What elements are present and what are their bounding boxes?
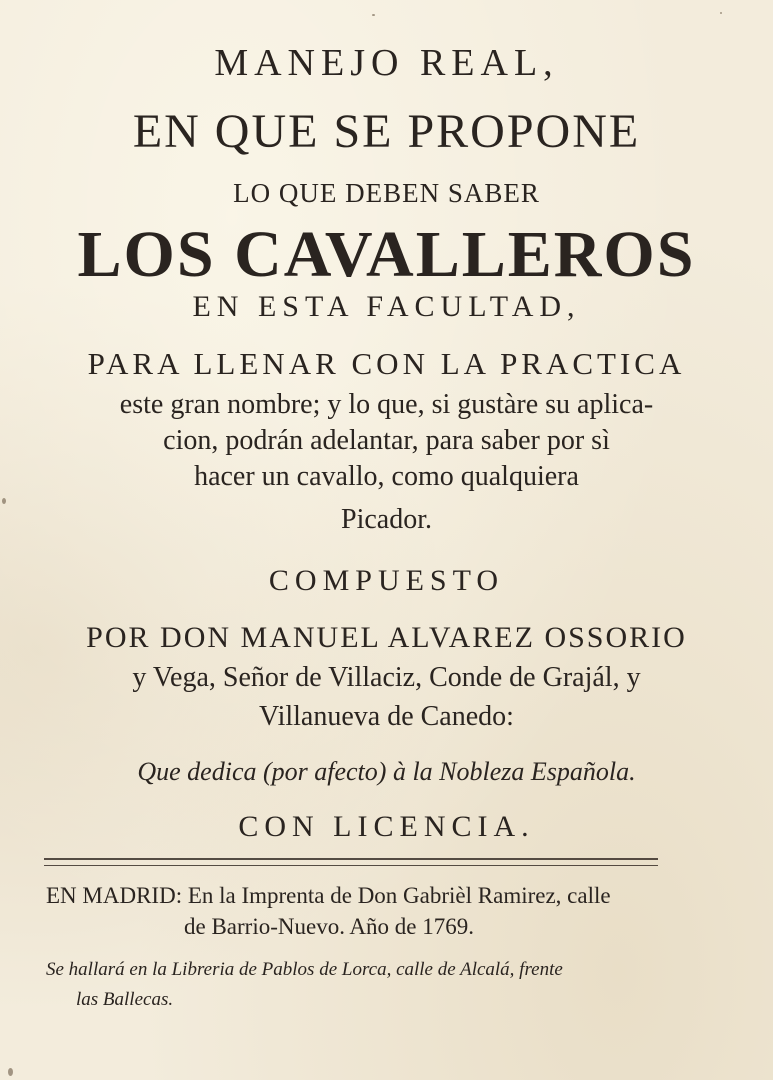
imprint-line-2: de Barrio-Nuevo. Año de 1769. — [184, 914, 474, 939]
author-line-1: POR DON MANUEL ALVAREZ OSSORIO — [86, 621, 687, 654]
title-line-en-esta-facultad: EN ESTA FACULTAD, — [192, 290, 581, 323]
subtitle-line-hacer-un-cavallo: hacer un cavallo, como qualquiera — [194, 461, 579, 492]
author-line-3: Villanueva de Canedo: — [259, 701, 514, 732]
imprint-line-1: EN MADRID: En la Imprenta de Don Gabrièl Ramirez, calle — [46, 883, 611, 908]
paper-speck — [8, 1068, 13, 1076]
compuesto-heading: COMPUESTO — [268, 564, 505, 597]
subtitle-line-para-llenar: PARA LLENAR CON LA PRACTICA — [87, 346, 686, 381]
author-line-2: y Vega, Señor de Villaciz, Conde de Grajál, y — [132, 662, 641, 693]
title-line-los-cavalleros: LOS CAVALLEROS — [77, 218, 696, 291]
subtitle-line-picador: Picador. — [341, 504, 432, 535]
subtitle-line-cion-podran: cion, podrán adelantar, para saber por sì — [163, 425, 610, 456]
license-line: CON LICENCIA. — [238, 810, 535, 843]
bookseller-line-1: Se hallará en la Libreria de Pablos de Lorca, calle de Alcalá, frente — [46, 959, 563, 980]
paper-speck — [372, 14, 375, 16]
title-line-lo-que-deben-saber: LO QUE DEBEN SABER — [233, 178, 540, 208]
paper-speck — [2, 498, 6, 504]
title-line-manejo-real: MANEJO REAL, — [214, 42, 559, 84]
title-line-en-que-se-propone: EN QUE SE PROPONE — [132, 105, 641, 158]
divider-rule — [44, 858, 658, 866]
dedication-line: Que dedica (por afecto) à la Nobleza Española. — [137, 757, 636, 786]
bookseller-line-2: las Ballecas. — [76, 989, 174, 1010]
paper-speck — [720, 12, 722, 14]
subtitle-line-este-gran-nombre: este gran nombre; y lo que, si gustàre su aplica- — [119, 389, 654, 420]
